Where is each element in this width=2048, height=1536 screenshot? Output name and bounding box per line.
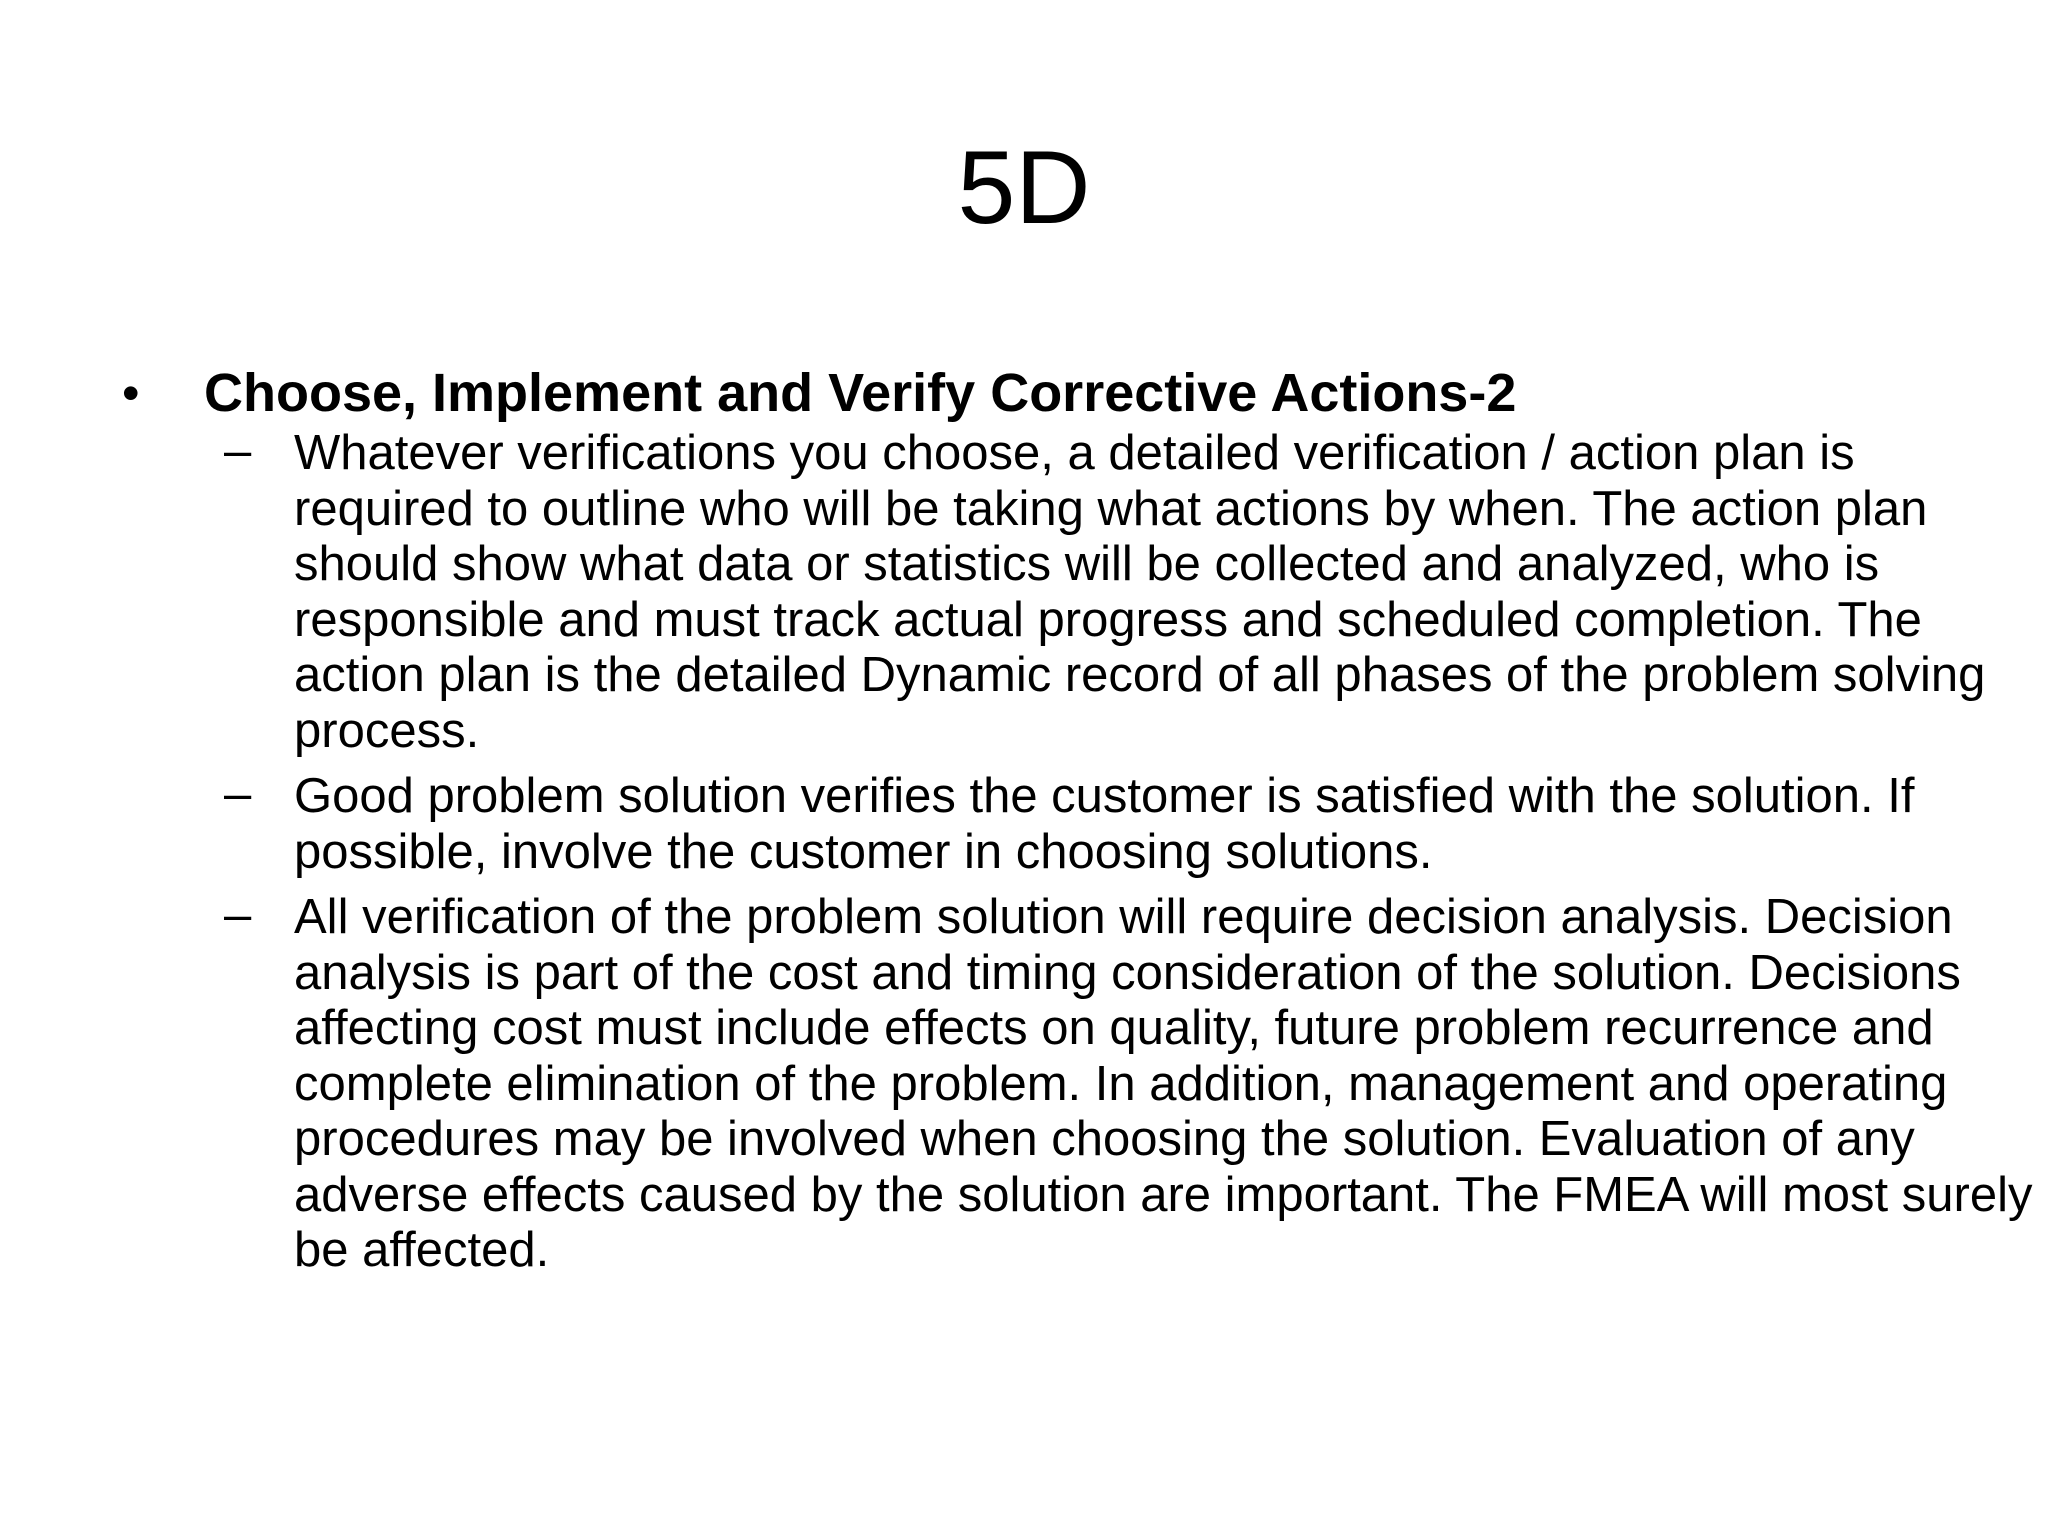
sub-bullet-item	[120, 769, 2034, 880]
dash-marker: –	[224, 424, 252, 478]
bullet-item	[120, 362, 1970, 424]
slide-content	[120, 362, 2033, 1279]
sub-bullet-text: Good problem solution verifies the customer is satisfied with the solution. If possible, involve the customer in choosing solutions.	[294, 769, 1915, 879]
slide-title: 5D	[957, 130, 1091, 246]
bullet-marker: •	[122, 365, 140, 421]
dash-marker: –	[224, 767, 252, 821]
sub-bullet-item	[120, 426, 2034, 759]
sub-bullet-text: Whatever verifications you choose, a detailed verification / action plan is required to outline who will be taking what actions by when. The action plan should show what data or statistics will be collected and analyzed, who is responsible and must track actual progress and scheduled completion. The action plan is the detailed Dynamic record of all phases of the problem solving process.	[294, 426, 1986, 758]
bullet-heading: Choose, Implement and Verify Corrective Actions-2	[204, 363, 1517, 423]
dash-marker: –	[224, 888, 252, 942]
sub-bullet-item	[120, 890, 2034, 1279]
sub-bullet-text: All verification of the problem solution will require decision analysis. Decision analysis is part of the cost and timing consideration of the solution. Decisions affecting cost must include effects on quality, future problem recurrence and complete elimination of the problem. In addition, management and operating procedures may be involved when choosing the solution. Evaluation of any adverse effects caused by the solution are important. The FMEA will most surely be affected.	[294, 890, 2033, 1277]
sub-bullet-list	[120, 424, 2033, 1279]
